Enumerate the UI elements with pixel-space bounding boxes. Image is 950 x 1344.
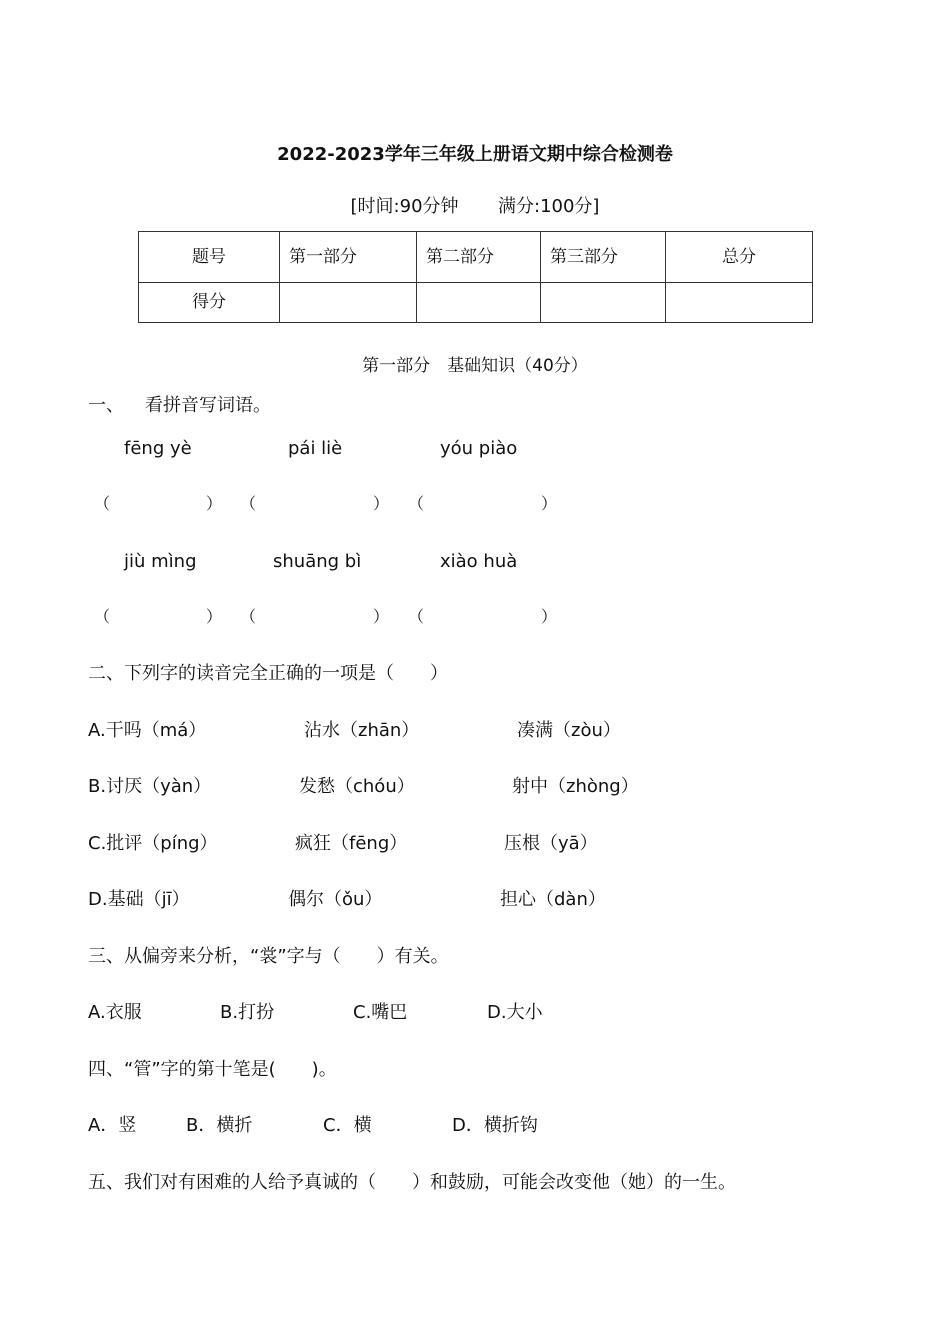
- q2-option: 沾水（zhān）: [304, 720, 420, 741]
- q2-option: 发愁（chóu）: [299, 776, 415, 797]
- score-table: [138, 231, 813, 323]
- q4-option: C．横: [323, 1115, 372, 1136]
- score-cell[interactable]: [417, 283, 541, 323]
- answer-open-paren: （: [240, 607, 257, 626]
- pinyin: shuāng bì: [273, 551, 362, 572]
- score-cell[interactable]: [541, 283, 666, 323]
- part1-title: 第一部分 基础知识（40分）: [362, 356, 588, 376]
- score-table-header-cell: 第三部分: [541, 232, 666, 283]
- q5-text: 五、我们对有困难的人给予真诚的（ ）和鼓励，可能会改变他（她）的一生。: [88, 1172, 736, 1193]
- answer-open-paren: （: [408, 607, 425, 626]
- q3-option: C.嘴巴: [353, 1002, 408, 1023]
- answer-open-paren: （: [94, 494, 111, 513]
- q1-text: 看拼音写词语。: [145, 395, 271, 416]
- q2-text: 二、下列字的读音完全正确的一项是（ ）: [88, 663, 448, 684]
- q2-option: 压根（yā）: [504, 833, 598, 854]
- q4-text: 四、“管”字的第十笔是( )。: [88, 1059, 337, 1080]
- score-cell[interactable]: [666, 283, 813, 323]
- score-table-header-cell: 第一部分: [280, 232, 417, 283]
- answer-open-paren: （: [94, 607, 111, 626]
- answer-close-paren: ）: [541, 494, 558, 513]
- q2-option: 疯狂（fēng）: [295, 833, 408, 854]
- q4-option: D．横折钩: [452, 1115, 538, 1136]
- pinyin: jiù mìng: [124, 551, 197, 572]
- pinyin: xiào huà: [440, 551, 518, 572]
- q3-option: D.大小: [487, 1002, 543, 1023]
- score-table-header-cell: 总分: [666, 232, 813, 283]
- answer-open-paren: （: [408, 494, 425, 513]
- q2-option: 偶尔（ǒu）: [288, 889, 383, 910]
- score-table-header-cell: 题号: [139, 232, 280, 283]
- answer-close-paren: ）: [373, 607, 390, 626]
- answer-open-paren: （: [240, 494, 257, 513]
- q2-option: D.基础（jī）: [88, 889, 190, 910]
- q2-option: 凑满（zòu）: [517, 720, 621, 741]
- answer-close-paren: ）: [206, 494, 223, 513]
- score-row-label: 得分: [139, 283, 280, 323]
- answer-close-paren: ）: [206, 607, 223, 626]
- exam-title: 2022-2023学年三年级上册语文期中综合检测卷: [277, 144, 673, 165]
- full-score: 满分:100分]: [498, 196, 600, 217]
- q2-option: 担心（dàn）: [500, 889, 606, 910]
- q4-option: B．横折: [186, 1115, 253, 1136]
- q2-option: C.批评（píng）: [88, 833, 218, 854]
- q2-option: A.干吗（má）: [88, 720, 207, 741]
- pinyin: pái liè: [288, 438, 343, 459]
- q3-option: A.衣服: [88, 1002, 142, 1023]
- q2-option: 射中（zhòng）: [512, 776, 639, 797]
- q1-label: 一、: [88, 395, 124, 416]
- pinyin: fēng yè: [124, 438, 192, 459]
- q2-option: B.讨厌（yàn）: [88, 776, 212, 797]
- score-table-header-cell: 第二部分: [417, 232, 541, 283]
- pinyin: yóu piào: [440, 438, 518, 459]
- q4-option: A．竖: [88, 1115, 137, 1136]
- time-limit: [时间:90分钟: [350, 196, 459, 217]
- answer-close-paren: ）: [541, 607, 558, 626]
- score-cell[interactable]: [280, 283, 417, 323]
- exam-subtitle: [0, 198, 950, 216]
- q3-text: 三、从偏旁来分析，“裳”字与（ ）有关。: [88, 946, 449, 967]
- answer-close-paren: ）: [373, 494, 390, 513]
- q3-option: B.打扮: [220, 1002, 275, 1023]
